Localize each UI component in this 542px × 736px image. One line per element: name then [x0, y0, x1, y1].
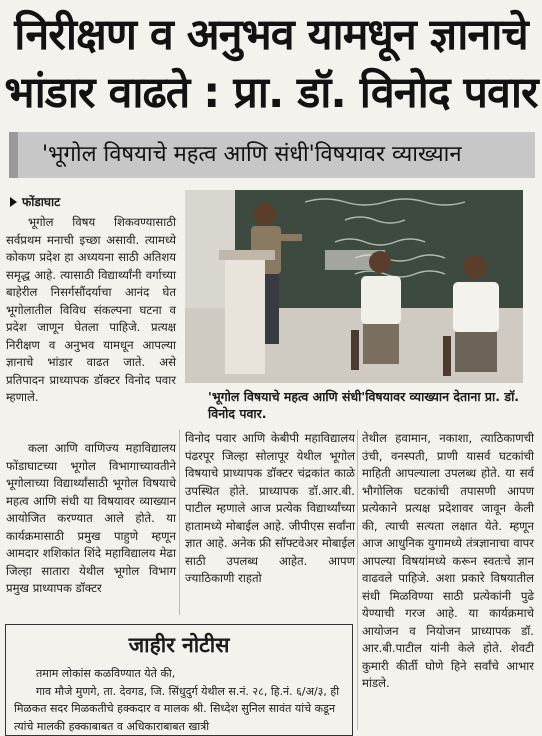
notice-body	[14, 665, 348, 735]
article-column-3	[362, 430, 534, 693]
notice-line-1: तमाम लोकांस कळविण्यात येते की,	[36, 667, 176, 680]
article-paragraph: कला आणि वाणिज्य महाविद्यालय फोंडाघाटच्या भूगोल विभागाच्यावतीने भूगोलाच्या विद्यार्थ्यांसाठी भूगोल विषयाचे महत्व आणि संधी या विषयावर व्याख्यान आयोजित करण्यात आले होते. या कार्यक्रमासाठी प्रमुख पाहुणे म्हणून आमदार शशिकांत शिंदे महाविद्यालय मेढा जिल्हा सातारा येथील भूगोल विभाग प्रमुख प्राध्यापक डॉक्टर	[6, 441, 176, 595]
column-divider	[357, 430, 358, 730]
notice-title: जाहीर नोटीस	[128, 633, 230, 657]
headline-line-1: निरीक्षण व अनुभव यामधून ज्ञानाचे	[14, 10, 528, 60]
headline-line-2: भांडार वाढते : प्रा. डॉ. विनोद पवार	[4, 68, 538, 118]
article-column-2	[185, 430, 355, 588]
article-column-1-top	[6, 214, 176, 407]
dateline	[10, 193, 60, 210]
article-paragraph: तेथील हवामान, नकाशा, त्याठिकाणची उंची, वनस्पती, प्राणी यासर्व घटकांची माहिती आपल्याला उपलब्ध होते. या सर्व भौगोलिक घटकांची तपासणी आपण प्रत्येकाने प्रत्यक्ष प्रदेशावर जावून केली की, त्याची सत्यता लक्षात येते. म्हणून आज आधुनिक युगामध्ये तंत्रज्ञानाचा वापर आपल्या विषयांमध्ये करून स्वतःचे ज्ञान वाढवले पाहिजे. अशा प्रकारे विषयातील संधी मिळविण्या साठी प्रत्येकांनी पुढे येण्याची गरज आहे. या कार्यक्रमाचे आयोजन व नियोजन प्राध्यापक डॉ. आर.बी.पाटील यांनी केले होते. शेवटी कुमारी कीर्ती घोणे हिने सर्वांचे आभार मांडले.	[362, 431, 534, 690]
article-paragraph: विनोद पवार आणि केबीपी महाविद्यालय पंढरपूर जिल्हा सोलापूर येथील भूगोल विषयाचे प्राध्यापक डॉक्टर चंद्रकांत काळे उपस्थित होते. प्राध्यापक डॉ.आर.बी. पाटील म्हणाले आज प्रत्येक विद्यार्थ्यांच्या हातामध्ये मोबाईल आहे. जीपीएस सर्वांना ज्ञात आहे. अनेक फ्री सॉफ्टवेअर मोबाईल साठी उपलब्ध आहेत. आपण ज्याठिकाणी राहतो	[185, 431, 355, 585]
article-column-1-bottom	[6, 440, 176, 598]
triangle-bullet-icon	[10, 197, 17, 207]
column-divider	[179, 430, 180, 615]
event-photo-illustration	[185, 190, 523, 383]
dateline-text: फोंडाघाट	[22, 195, 61, 209]
subheadline-bar: 'भूगोल विषयाचे महत्व आणि संधी'विषयावर व्याख्यान	[9, 132, 535, 178]
photo-caption: 'भूगोल विषयाचे महत्व आणि संधी'विषयावर व्याख्यान देताना प्रा. डॉ. विनोद पवार.	[208, 389, 520, 421]
notice-paragraph: गाव मौजे मुणगे, ता. देवगड, जि. सिंधुदुर्ग येथील स.नं. २८, हि.नं. ६/अ/३, ही मिळकत सदर मिळकतीचे हक्कदार व मालक श्री. सिध्देश सुनिल सावंत यांचे कडून त्यांचे मालकी हक्काबाबत व अधिकाराबाबत खात्री	[14, 684, 340, 733]
public-notice-box	[5, 624, 353, 736]
article-paragraph: भूगोल विषय शिकवण्यासाठी सर्वप्रथम मनाची इच्छा असावी. त्यामध्ये कोकण प्रदेश हा अध्ययना साठी अतिशय समृद्ध आहे. त्यासाठी विद्यार्थ्यांनी वर्गाच्या बाहेरील निसर्गसौंदर्याचा आनंद घेत भूगोलातील विविध संकल्पना घटना व प्रदेश जाणून घेतला पाहिजे. प्रत्यक्ष निरीक्षण व अनुभव यामधून आपल्या ज्ञानाचे भांडार वाढत जाते. असे प्रतिपादन प्राध्यापक डॉक्टर विनोद पवार म्हणाले.	[6, 215, 176, 404]
event-photo	[185, 190, 523, 383]
